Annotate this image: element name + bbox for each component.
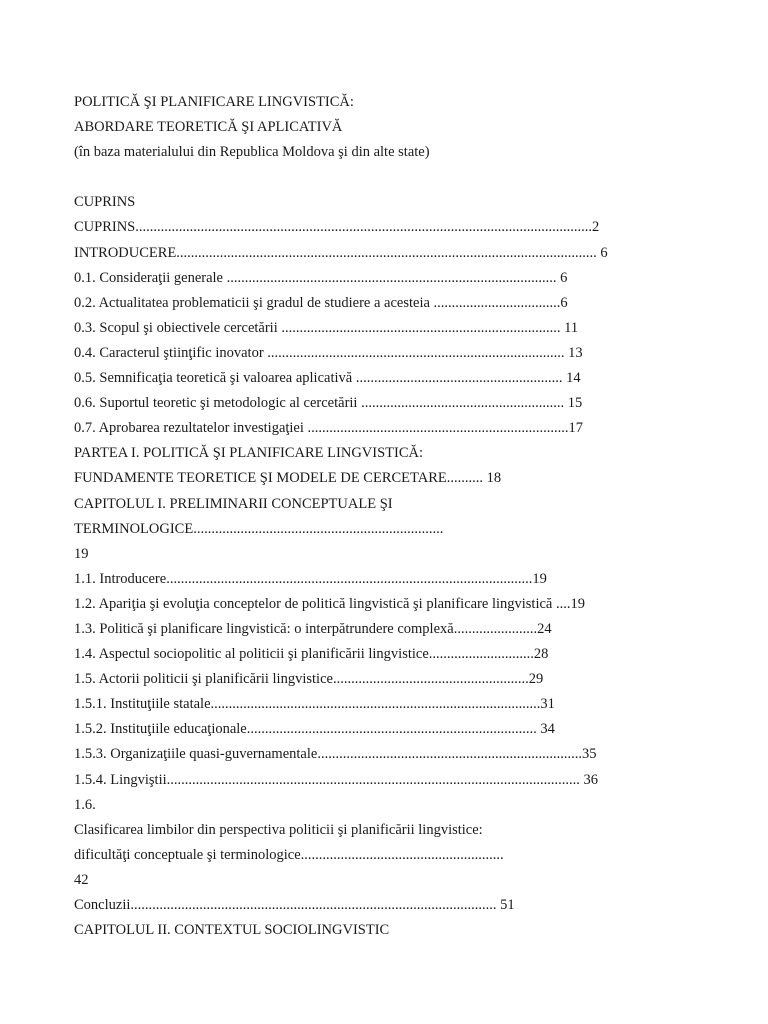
- toc-heading: [74, 190, 654, 215]
- toc-entry-text: 0.4. Caracterul ştiinţific inovator .................................................................................. 13: [74, 344, 583, 361]
- toc-entry-text: 0.2. Actualitatea problematicii şi gradul de studiere a acesteia ...................................6: [74, 294, 568, 311]
- toc-entry-text: 0.6. Suportul teoretic şi metodologic al cercetării ........................................................ 15: [74, 395, 583, 412]
- title-line-3: [74, 140, 654, 165]
- toc-entry: [74, 366, 654, 391]
- document-page: [74, 90, 654, 943]
- toc-entry-text: 1.1. Introducere.....................................................................................................19: [74, 570, 547, 587]
- toc-section-number: [74, 793, 654, 818]
- title-text: POLITICĂ ŞI PLANIFICARE LINGVISTICĂ:: [74, 94, 354, 110]
- toc-entry: [74, 617, 654, 642]
- toc-entry: [74, 391, 654, 416]
- toc-entry: [74, 517, 654, 542]
- toc-entry: [74, 266, 654, 291]
- toc-chapter-heading: [74, 492, 654, 517]
- toc-entry: [74, 768, 654, 793]
- source-note-text: (în baza materialului din Republica Moldova şi din alte state): [74, 144, 430, 161]
- toc-entry-text: FUNDAMENTE TEORETICE ŞI MODELE DE CERCETARE.......... 18: [74, 470, 502, 487]
- toc-entry: [74, 893, 654, 918]
- toc-entry: [74, 692, 654, 717]
- toc-entry-text: TERMINOLOGICE.....................................................................: [74, 520, 444, 537]
- toc-chapter-heading: [74, 918, 654, 943]
- toc-entry-text: 1.3. Politică şi planificare lingvistică: o interpătrundere complexă.......................24: [74, 620, 552, 637]
- toc-page-number: [74, 542, 654, 567]
- toc-entry: [74, 416, 654, 441]
- toc-entry-text: 19: [74, 545, 89, 562]
- toc-entry-text: 1.5. Actorii politicii şi planificării lingvistice......................................................29: [74, 671, 544, 688]
- toc-entry: [74, 742, 654, 767]
- toc-entry-text: 1.6.: [74, 796, 96, 813]
- toc-entry-text: 0.7. Aprobarea rezultatelor investigaţiei ........................................................................17: [74, 420, 584, 437]
- toc-entry-text: dificultăţi conceptuale şi terminologice........................................................: [74, 846, 504, 863]
- toc-part-heading: [74, 441, 654, 466]
- toc-entry-text: 1.5.1. Instituţiile statale...........................................................................................31: [74, 696, 555, 713]
- toc-entry: [74, 466, 654, 491]
- toc-entry: [74, 316, 654, 341]
- toc-entry-text: INTRODUCERE.................................................................................................................... 6: [74, 244, 608, 261]
- toc-entry-text: Clasificarea limbilor din perspectiva politicii şi planificării lingvistice:: [74, 821, 483, 838]
- toc-entry: [74, 717, 654, 742]
- toc-entry: [74, 818, 654, 843]
- toc-entry: [74, 241, 654, 266]
- toc-entry-text: 1.2. Apariţia şi evoluţia conceptelor de politică lingvistică şi planificare lingvistică ....19: [74, 595, 585, 612]
- toc-entry: [74, 592, 654, 617]
- toc-entry-text: 0.5. Semnificaţia teoretică şi valoarea aplicativă ......................................................... 14: [74, 370, 581, 387]
- title-line-1: [74, 90, 654, 115]
- toc-entry: [74, 642, 654, 667]
- toc-entry: [74, 291, 654, 316]
- toc-entry: [74, 843, 654, 868]
- toc-entry-text: 1.5.4. Lingviştii.................................................................................................................. 36: [74, 771, 599, 788]
- toc-entry-text: 1.5.2. Instituţiile educaţionale................................................................................ 34: [74, 721, 555, 738]
- title-line-2: [74, 115, 654, 140]
- toc-entry-text: Concluzii..................................................................................................... 51: [74, 897, 515, 913]
- toc-entry: [74, 667, 654, 692]
- toc-entry-text: 1.4. Aspectul sociopolitic al politicii şi planificării lingvistice.............................28: [74, 646, 549, 663]
- toc-entry: [74, 341, 654, 366]
- toc-entry-text: 1.5.3. Organizaţiile quasi-guvernamentale.........................................................................35: [74, 746, 597, 763]
- toc-heading-text: CUPRINS: [74, 194, 136, 211]
- toc-entry: [74, 567, 654, 592]
- toc-entry-text: 42: [74, 871, 89, 888]
- toc-page-number: [74, 868, 654, 893]
- toc-entry-text: PARTEA I. POLITICĂ ŞI PLANIFICARE LINGVISTICĂ:: [74, 445, 424, 462]
- toc-entry-text: CAPITOLUL I. PRELIMINARII CONCEPTUALE ŞI: [74, 495, 393, 512]
- toc-entry-text: 0.1. Consideraţii generale ........................................................................................... 6: [74, 269, 568, 286]
- toc-entry-text: 0.3. Scopul şi obiectivele cercetării ............................................................................. 11: [74, 319, 579, 336]
- toc-entry: [74, 215, 654, 240]
- subtitle-text: ABORDARE TEORETICĂ ŞI APLICATIVĂ: [74, 119, 343, 136]
- blank-line: [74, 165, 654, 190]
- toc-entry-text: CUPRINS..............................................................................................................................2: [74, 219, 600, 236]
- toc-entry-text: CAPITOLUL II. CONTEXTUL SOCIOLINGVISTIC: [74, 922, 390, 939]
